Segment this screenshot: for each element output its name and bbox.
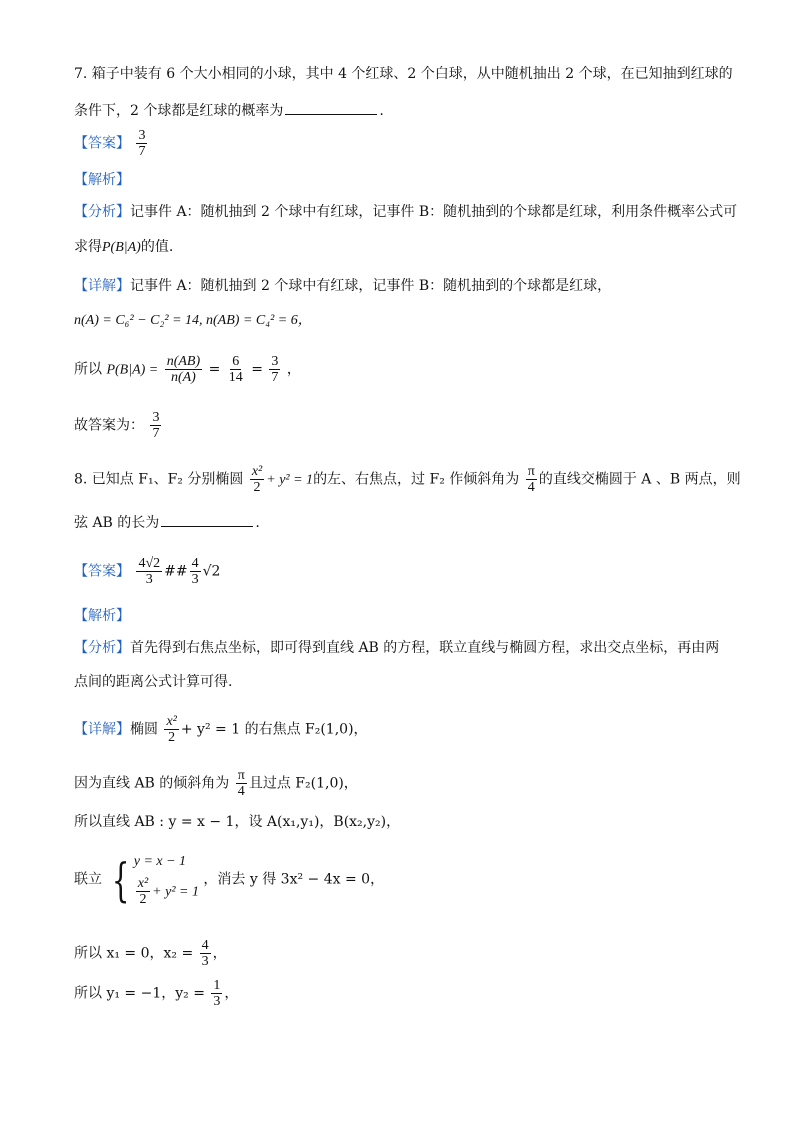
q7-answer-blank	[285, 100, 377, 115]
q8-xj2a: 因为直线 AB 的倾斜角为	[74, 775, 230, 792]
q7-final-den: 7	[152, 426, 160, 441]
q7-f2-frac1	[165, 354, 202, 385]
q8-fenxi-text1: 首先得到右焦点坐标，即可得到直线 AB 的方程，联立直线与椭圆方程，求出交点坐标，再由两	[130, 640, 720, 656]
q8-fenxi-tag: 【分析】	[74, 640, 130, 656]
q7-f2-num2: 6	[232, 354, 240, 369]
q7-final-frac	[150, 410, 161, 441]
q8-fenxi-line2: 点间的距离公式计算可得.	[74, 674, 233, 690]
q7-xiangjie-tag: 【详解】	[74, 278, 130, 294]
q8-ellipse-den: 2	[253, 480, 261, 495]
q8-y-den: 3	[213, 994, 221, 1009]
q7-answer	[74, 128, 149, 159]
q8-y-num: 1	[213, 978, 221, 993]
q7-fenxi-line2	[74, 237, 173, 258]
q8-xj1a: 椭圆	[130, 721, 158, 738]
q7-f2-end: ，	[286, 361, 301, 378]
q8-sys-row2	[134, 876, 199, 907]
q8-ans2-frac	[190, 556, 201, 587]
q8-ellipse-num: x²	[251, 464, 263, 479]
q8-xj-system	[74, 852, 384, 907]
q7-xiangjie-text1: 记事件 A：随机抽到 2 个球中有红球，记事件 B：随机抽到的个球都是红球，	[130, 278, 612, 294]
q7-fenxi-text2b: 的值.	[140, 239, 174, 255]
q8-y-end: ，	[224, 985, 239, 1002]
q8-xj2-den: 4	[237, 784, 245, 799]
q7-f2-frac3	[269, 354, 280, 385]
q8-ellipse-rest: + y² = 1	[266, 472, 314, 488]
q7-answer-fraction	[136, 128, 147, 159]
q7-f2-den1: n(A)	[170, 370, 196, 385]
q7-f2-left: P(B|A) =	[106, 362, 159, 378]
q8-angle-num: π	[527, 464, 535, 479]
q8-angle-den: 4	[527, 480, 535, 495]
q8-brace: {	[112, 852, 130, 907]
q8-sys-row2-num: x²	[137, 876, 149, 891]
q8-ans2-tail: √2	[202, 563, 221, 580]
q7-answer-tag: 【答案】	[74, 135, 130, 152]
q8-ans1-den: 3	[145, 572, 153, 587]
q7-f2-num3: 3	[271, 354, 279, 369]
q8-xj-line1	[74, 714, 368, 745]
q8-y-line-text: 所以 y₁ = −1，y₂ =	[74, 985, 205, 1002]
q7-fenxi-expr: P(B|A)	[102, 240, 141, 255]
q8-equation-system	[106, 852, 199, 907]
q7-analysis-tag	[74, 170, 130, 190]
q8-line1a: 8. 已知点 F₁、F₂ 分别椭圆	[74, 471, 244, 488]
q8-analysis-label: 【解析】	[74, 608, 130, 624]
q8-answer-blank	[161, 512, 253, 527]
q8-line2-end: .	[255, 515, 260, 531]
q7-text-line1: 7. 箱子中装有 6 个大小相同的小球，其中 4 个红球、2 个白球，从中随机抽出 2 个球，在已知抽到红球的	[74, 66, 733, 82]
q8-xiangjie-tag: 【详解】	[74, 721, 130, 738]
q7-fenxi-text1: 记事件 A：随机抽到 2 个球中有红球，记事件 B：随机抽到的个球都是红球，利用条件概率公式可	[130, 204, 738, 220]
q7-line2-end: .	[379, 103, 384, 119]
q7-final	[74, 410, 163, 441]
q8-answer-tag: 【答案】	[74, 563, 130, 580]
q7-suoyi: 所以	[74, 361, 102, 378]
q7-f2-frac2	[227, 354, 245, 385]
q8-x-num: 4	[201, 938, 209, 953]
q8-line2-text: 弦 AB 的长为	[74, 515, 160, 531]
q7-f2-den3: 7	[271, 370, 279, 385]
q8-sys-row2-frac	[136, 876, 150, 907]
q7-xiangjie-line1	[74, 276, 611, 296]
q8-sys-row1: y = x − 1	[133, 854, 187, 869]
q8-xj2-frac	[236, 768, 247, 799]
q8-line1b: 的左、右焦点，过 F₂ 作倾斜角为	[313, 471, 520, 488]
q7-formula1: n(A) = C₆² − C₂² = 14, n(AB) = C₄² = 6，	[74, 313, 312, 328]
q8-sys-row2-den: 2	[139, 892, 147, 907]
q7-analysis-label: 【解析】	[74, 172, 130, 188]
q8-analysis-tag	[74, 606, 130, 626]
q7-line2-text: 条件下，2 个球都是红球的概率为	[74, 103, 284, 119]
q8-x-frac	[200, 938, 211, 969]
q8-xj-line2	[74, 768, 358, 799]
q7-fenxi-text2a: 求得	[74, 239, 102, 255]
q7-f2-den2: 14	[228, 370, 243, 385]
q7-final-text: 故答案为：	[74, 417, 144, 434]
q7-answer-num: 3	[138, 128, 146, 143]
q8-ans1-num: 4√2	[138, 556, 161, 571]
q8-x-end: ，	[212, 945, 227, 962]
q8-y-frac	[211, 978, 222, 1009]
q8-xj-line3: 所以直线 AB : y = x − 1，设 A(x₁,y₁)，B(x₂,y₂)，	[74, 814, 401, 830]
q8-fenxi-line1	[74, 638, 719, 658]
q7-f2-num1: n(AB)	[166, 354, 201, 369]
q8-ans2-den: 3	[191, 572, 199, 587]
q7-formula2	[74, 354, 301, 385]
q8-xj2-num: π	[237, 768, 245, 783]
q8-xj2b: 且过点 F₂(1,0)，	[248, 775, 358, 792]
q8-ans1-frac	[136, 556, 162, 587]
q8-y-values	[74, 978, 238, 1009]
q8-angle-frac	[526, 464, 537, 495]
q8-x-values	[74, 938, 227, 969]
q8-xj1-frac	[164, 714, 178, 745]
q8-line1c: 的直线交椭圆于 A 、B 两点，则	[538, 471, 741, 488]
q7-f2-eq2: =	[251, 361, 263, 378]
q8-lianli: 联立	[74, 871, 102, 888]
q7-text-line2	[74, 100, 384, 121]
q8-text-line1	[74, 464, 741, 495]
q7-fenxi-line1	[74, 202, 737, 222]
q8-xj1b: + y² = 1 的右焦点 F₂(1,0)，	[180, 721, 368, 738]
q8-answer	[74, 556, 220, 587]
q7-answer-den: 7	[138, 144, 146, 159]
q8-ellipse-frac	[250, 464, 264, 495]
q8-xj1-den: 2	[168, 730, 176, 745]
q7-fenxi-tag: 【分析】	[74, 204, 130, 220]
q8-ans2-num: 4	[191, 556, 199, 571]
q8-text-line2	[74, 512, 260, 533]
q8-sys-row2-rest: + y² = 1	[152, 884, 199, 900]
q7-f2-eq1: =	[208, 361, 221, 378]
q8-xiaoqu: ，消去 y 得 3x² − 4x = 0，	[203, 871, 385, 888]
q8-x-den: 3	[201, 954, 209, 969]
q7-final-num: 3	[152, 410, 160, 425]
q8-system-rows	[134, 852, 199, 907]
q8-xj1-num: x²	[166, 714, 177, 729]
q8-x-line-text: 所以 x₁ = 0，x₂ =	[74, 945, 194, 962]
q8-ans-sep: ##	[164, 563, 188, 580]
